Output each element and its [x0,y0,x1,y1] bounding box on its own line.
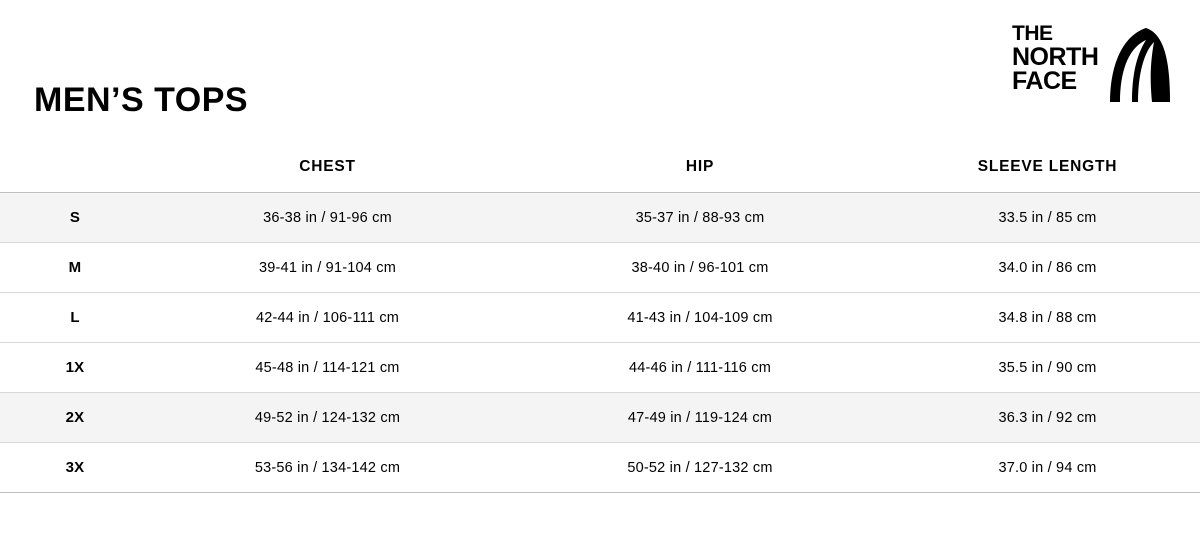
cell-size: 3X [0,443,150,493]
column-header-sleeve-length: SLEEVE LENGTH [977,158,1118,175]
page-header [0,0,1200,150]
size-chart-table [0,150,1200,493]
cell-sleeve: 34.8 in / 88 cm [895,293,1200,343]
brand-logo-line-1: THE [1012,22,1053,45]
table-row [0,443,1200,493]
cell-sleeve: 34.0 in / 86 cm [895,243,1200,293]
cell-hip: 35-37 in / 88-93 cm [505,193,895,243]
column-header-size [0,150,150,193]
half-dome-icon [1106,26,1172,104]
cell-sleeve: 33.5 in / 85 cm [895,193,1200,243]
cell-sleeve: 35.5 in / 90 cm [895,343,1200,393]
cell-chest: 42-44 in / 106-111 cm [150,293,505,343]
cell-chest: 49-52 in / 124-132 cm [150,393,505,443]
cell-size: S [0,193,150,243]
table-row [0,243,1200,293]
cell-chest: 53-56 in / 134-142 cm [150,443,505,493]
table-row [0,193,1200,243]
column-header-hip: HIP [685,158,715,175]
cell-hip: 50-52 in / 127-132 cm [505,443,895,493]
cell-sleeve: 36.3 in / 92 cm [895,393,1200,443]
cell-hip: 41-43 in / 104-109 cm [505,293,895,343]
cell-chest: 39-41 in / 91-104 cm [150,243,505,293]
cell-sleeve: 37.0 in / 94 cm [895,443,1200,493]
cell-hip: 38-40 in / 96-101 cm [505,243,895,293]
cell-chest: 36-38 in / 91-96 cm [150,193,505,243]
cell-size: M [0,243,150,293]
table-row [0,293,1200,343]
brand-logo [1012,22,1172,108]
cell-chest: 45-48 in / 114-121 cm [150,343,505,393]
table-row [0,393,1200,443]
brand-logo-line-3: FACE [1012,67,1077,96]
page-title: MEN’S TOPS [34,80,249,119]
cell-size: 2X [0,393,150,443]
cell-hip: 44-46 in / 111-116 cm [505,343,895,393]
cell-size: 1X [0,343,150,393]
cell-hip: 47-49 in / 119-124 cm [505,393,895,443]
table-header [0,150,1200,193]
table-body [0,193,1200,493]
table-row [0,343,1200,393]
brand-logo-text [1012,24,1104,94]
cell-size: L [0,293,150,343]
column-header-chest: CHEST [299,158,356,175]
brand-logo-line-2: NORTH [1012,42,1099,71]
table-header-row [0,150,1200,193]
